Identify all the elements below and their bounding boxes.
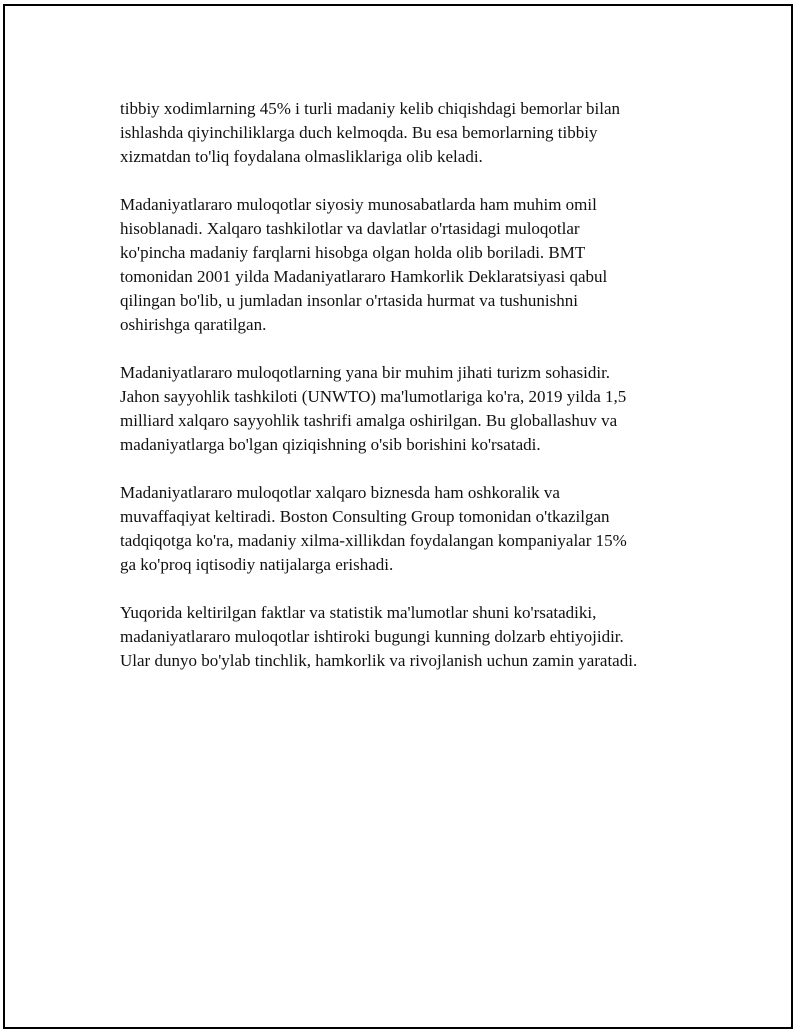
- paragraph-tourism: Madaniyatlararo muloqotlarning yana bir muhim jihati turizm sohasidir. Jahon sayyohlik tashkiloti (UNWTO) ma'lumotlariga ko'ra, 2019 yilda 1,5 milliard xalqaro sayyohlik tashrifi amalga oshirilgan. Bu globallashuv va madaniyatlarga bo'lgan qiziqishning o'sib borishini ko'rsatadi.: [120, 363, 627, 454]
- paragraph-healthcare: tibbiy xodimlarning 45% i turli madaniy kelib chiqishdagi bemorlar bilan ishlashda qiyinchiliklarga duch kelmoqda. Bu esa bemorlarning tibbiy xizmatdan to'liq foydalana olmasliklariga olib keladi.: [120, 99, 620, 166]
- paragraph-conclusion: Yuqorida keltirilgan faktlar va statistik ma'lumotlar shuni ko'rsatadiki, madaniyatlararo muloqotlar ishtiroki bugungi kunning dolzarb ehtiyojidir. Ular dunyo bo'ylab tinchlik, hamkorlik va rivojlanish uchun zamin yaratadi.: [120, 603, 638, 670]
- document-page: [3, 4, 793, 1029]
- document-body: [120, 97, 710, 697]
- paragraph-politics: Madaniyatlararo muloqotlar siyosiy munosabatlarda ham muhim omil hisoblanadi. Xalqaro tashkilotlar va davlatlar o'rtasidagi muloqotlar ko'pincha madaniy farqlarni hisobga olgan holda olib boriladi. BMT tomonidan 2001 yilda Madaniyatlararo Hamkorlik Deklaratsiyasi qabul qilingan bo'lib, u jumladan insonlar o'rtasida hurmat va tushunishni oshirishga qaratilgan.: [120, 195, 608, 334]
- paragraph-business: Madaniyatlararo muloqotlar xalqaro biznesda ham oshkoralik va muvaffaqiyat keltiradi. Boston Consulting Group tomonidan o'tkazilgan tadqiqotga ko'ra, madaniy xilma-xillikdan foydalangan kompaniyalar 15% ga ko'proq iqtisodiy natijalarga erishadi.: [120, 483, 627, 574]
